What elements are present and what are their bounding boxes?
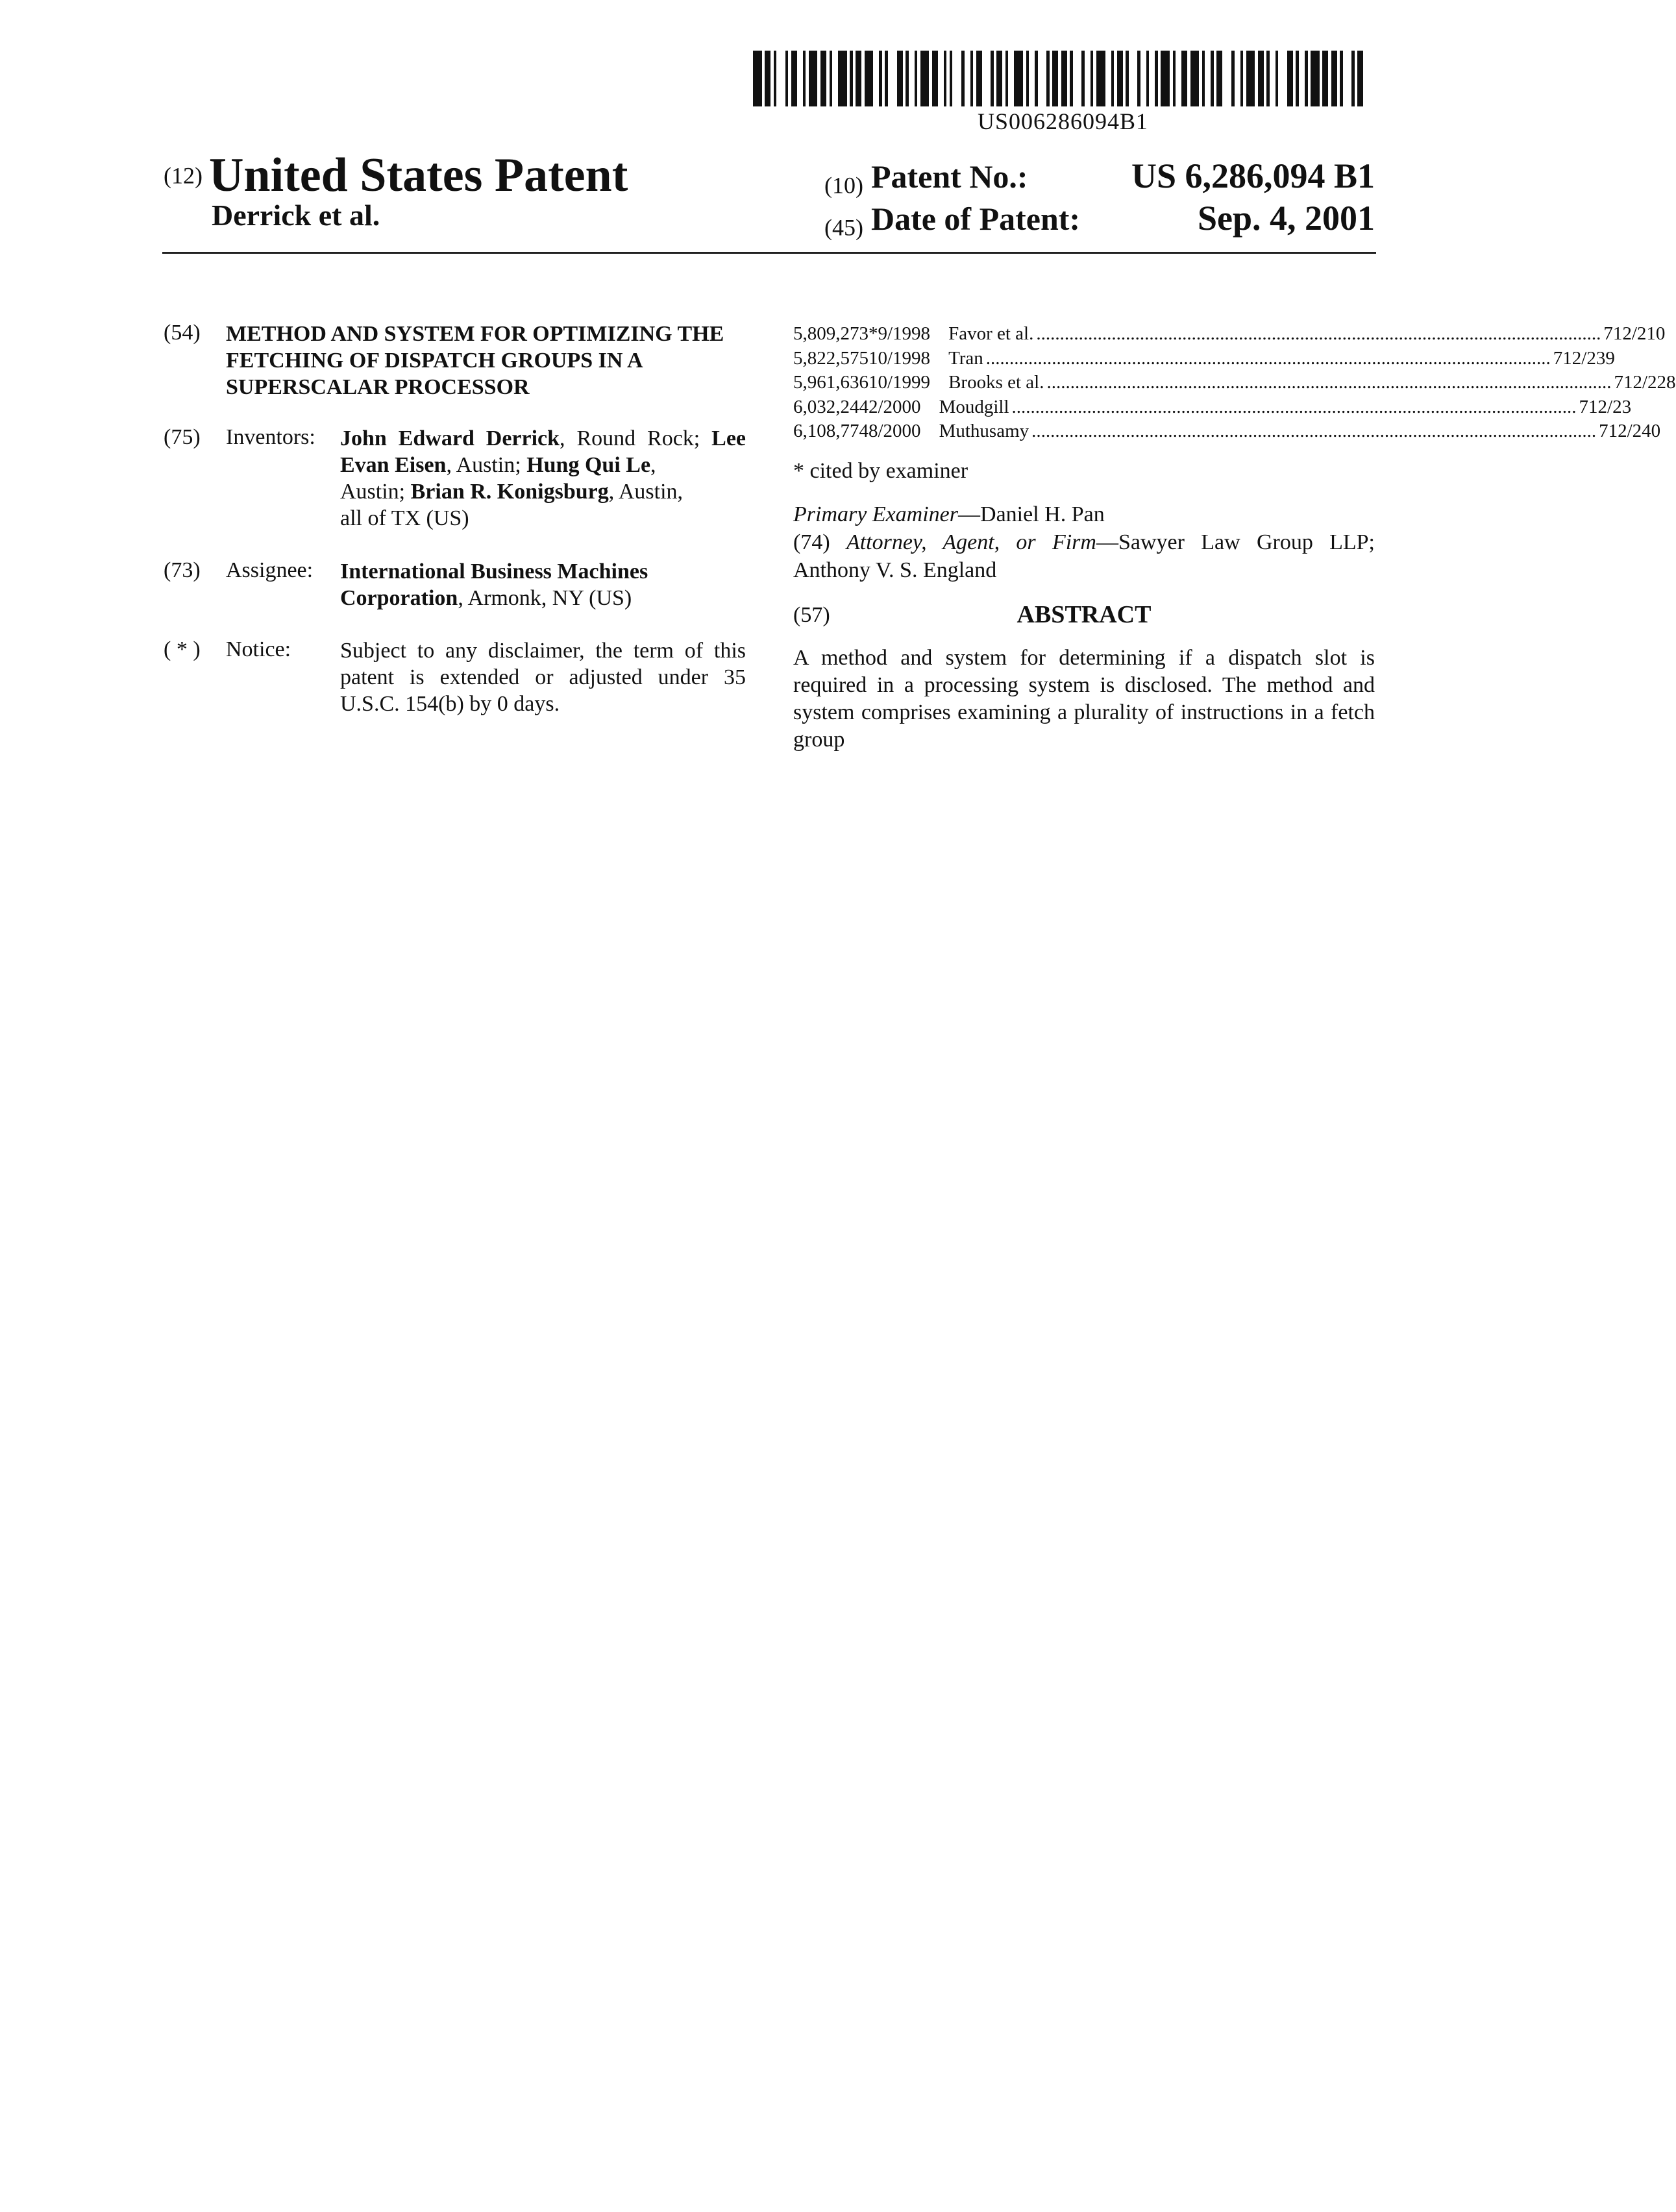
- inventors-state: all of TX (US): [340, 506, 469, 530]
- assignee-label: Assignee:: [226, 558, 314, 582]
- attorney-name: —Sawyer Law Group LLP; Anthony V. S. England: [793, 530, 1375, 582]
- reference-name: Favor et al.: [948, 323, 1034, 344]
- inventor-name: Brian R. Konigsburg: [410, 480, 609, 504]
- reference-date: 10/1998: [869, 347, 931, 369]
- assignee-text: [340, 558, 746, 611]
- reference-name: Moudgill: [939, 396, 1009, 417]
- inventor-location: ,: [650, 453, 656, 477]
- cited-note: * cited by examiner: [793, 459, 968, 483]
- patent-number-row: [824, 156, 1375, 199]
- inventor-name: Lee Evan Eisen: [340, 426, 746, 477]
- reference-name: Brooks et al.: [948, 372, 1044, 393]
- inventor-location: Austin;: [340, 480, 406, 504]
- title-code: (54): [164, 321, 201, 345]
- reference-number: 6,032,244: [793, 396, 869, 417]
- dot-leader: ........................................................................................................................: [1031, 421, 1597, 441]
- reference-class: 712/228: [1614, 372, 1676, 393]
- inventors-label: Inventors:: [226, 425, 315, 449]
- date-label: Date of Patent:: [870, 201, 1081, 237]
- dot-leader: ........................................................................................................................: [1036, 323, 1601, 344]
- examiner-label: Primary Examiner: [793, 502, 959, 526]
- reference-star: *: [869, 323, 878, 344]
- notice-code: ( * ): [164, 637, 201, 661]
- patent-number-value: US 6,286,094 B1: [1131, 156, 1375, 195]
- reference-date: 2/2000: [869, 396, 921, 417]
- date-value: Sep. 4, 2001: [1197, 199, 1375, 238]
- reference-row: [793, 371, 1676, 395]
- inventors-code: (75): [164, 425, 201, 449]
- reference-row: [793, 419, 1661, 444]
- header-authors: Derrick et al.: [212, 199, 380, 232]
- reference-name: Tran: [948, 347, 983, 369]
- reference-name-cell: [939, 395, 1632, 420]
- reference-number: 6,108,774: [793, 421, 869, 441]
- reference-class: 712/239: [1553, 347, 1615, 369]
- reference-name: Muthusamy: [939, 421, 1029, 441]
- dot-leader: ........................................................................................................................: [1046, 372, 1612, 393]
- references-list: [793, 322, 1676, 444]
- header-divider: [162, 252, 1376, 254]
- reference-number: 5,822,575: [793, 347, 869, 369]
- barcode-number: US006286094B1: [977, 108, 1149, 134]
- assignee-code: (73): [164, 558, 201, 582]
- reference-row: [793, 322, 1666, 347]
- attorney: [793, 528, 1375, 584]
- doc-type-title: United States Patent: [208, 149, 628, 202]
- dot-leader: ........................................................................................................................: [1011, 396, 1577, 417]
- reference-name-cell: [939, 419, 1661, 444]
- reference-name-cell: [948, 371, 1675, 395]
- primary-examiner: [793, 502, 1105, 527]
- patent-number-code: (10): [824, 172, 863, 199]
- patent-title: METHOD AND SYSTEM FOR OPTIMIZING THE FETCHING OF DISPATCH GROUPS IN A SUPERSCALAR PROCESSOR: [226, 322, 724, 399]
- reference-class: 712/240: [1599, 421, 1661, 441]
- reference-date: 10/1999: [869, 372, 931, 393]
- notice-label: Notice:: [226, 637, 291, 661]
- examiner-name: —Daniel H. Pan: [958, 502, 1105, 526]
- reference-row: [793, 347, 1615, 371]
- attorney-label: Attorney, Agent, or Firm: [846, 530, 1096, 554]
- inventor-name: Hung Qui Le: [526, 453, 651, 477]
- inventor-location: , Austin,: [608, 480, 684, 504]
- reference-class: 712/23: [1579, 396, 1632, 417]
- reference-name-cell: [948, 322, 1665, 347]
- reference-class: 712/210: [1603, 323, 1666, 344]
- reference-row: [793, 395, 1632, 420]
- reference-name-cell: [948, 347, 1615, 371]
- attorney-code: (74): [793, 530, 830, 554]
- assignee-location: , Armonk, NY (US): [458, 586, 632, 610]
- patent-number-label: Patent No.:: [870, 158, 1028, 195]
- doc-type-code: (12): [164, 162, 203, 189]
- notice-text: Subject to any disclaimer, the term of this patent is extended or adjusted under 35 U.S.C. 154(b) by 0 days.: [340, 639, 746, 716]
- reference-date: 8/2000: [869, 421, 921, 441]
- barcode: [753, 51, 1373, 106]
- date-of-patent-row: [824, 198, 1375, 241]
- abstract-heading: ABSTRACT: [1017, 601, 1152, 628]
- inventor-location: , Austin;: [446, 453, 521, 477]
- header-left: [164, 148, 628, 203]
- dot-leader: ........................................................................................................................: [985, 347, 1551, 369]
- assignee-name: International Business Machines Corporation: [340, 559, 648, 610]
- abstract-code: (57): [793, 603, 830, 627]
- reference-date: 9/1998: [878, 323, 931, 344]
- reference-number: 5,809,273: [793, 323, 869, 344]
- abstract-text: A method and system for determining if a dispatch slot is required in a processing system is disclosed. The method and system comprises examining a plurality of instructions in a fetch group: [793, 646, 1375, 752]
- reference-number: 5,961,636: [793, 372, 869, 393]
- inventor-location: , Round Rock;: [560, 426, 700, 450]
- date-code: (45): [824, 214, 863, 241]
- inventor-name: John Edward Derrick: [340, 426, 560, 450]
- inventors-list: [340, 425, 746, 532]
